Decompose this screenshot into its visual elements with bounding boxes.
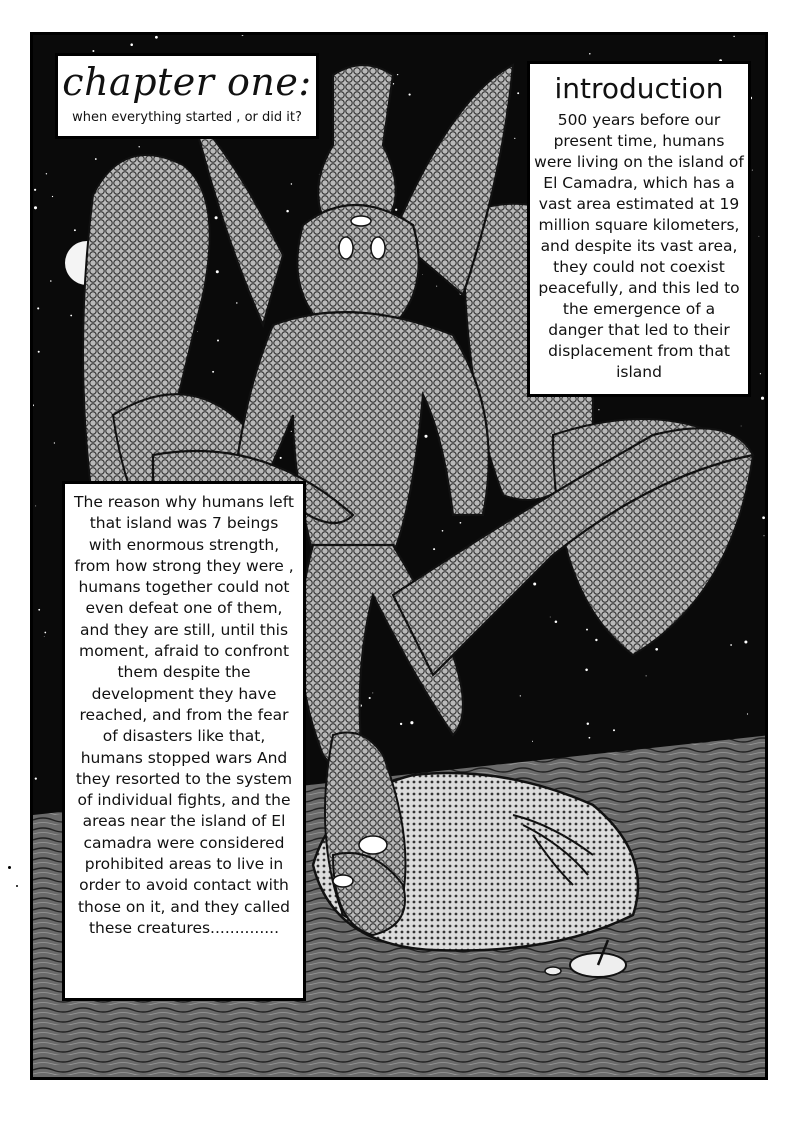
star xyxy=(217,340,219,342)
star xyxy=(92,50,94,52)
star xyxy=(760,373,761,374)
star xyxy=(747,713,748,714)
star xyxy=(533,583,536,586)
star xyxy=(655,648,658,651)
star xyxy=(741,426,742,427)
star xyxy=(34,206,37,209)
star xyxy=(585,669,588,672)
star xyxy=(35,505,36,506)
star xyxy=(646,675,647,676)
star xyxy=(460,522,462,524)
reason-text: The reason why humans left that island was 7 beings with enormous strength, from how strong they were , humans together could not even defeat one of them, and they are still, until this moment, afraid to confront them despite the development they have reached, and from the fear of disasters like that, humans stopped wars And they resorted to the system of individual fights, and the areas near the island of El camadra were considered prohibited areas to live in order to avoid contact with those on it, and they called these creatures.............. xyxy=(74,493,294,937)
chapter-title: chapter one: xyxy=(62,60,312,104)
star xyxy=(44,632,46,634)
star xyxy=(236,302,237,303)
star xyxy=(44,636,45,637)
creature-eye xyxy=(339,237,353,259)
star xyxy=(50,280,52,282)
star xyxy=(215,216,218,219)
star xyxy=(291,431,292,432)
star xyxy=(38,609,40,611)
island-creature-eye xyxy=(359,836,387,854)
star xyxy=(34,189,36,191)
introduction-caption xyxy=(527,61,751,397)
star xyxy=(589,53,591,55)
star xyxy=(38,351,40,353)
star xyxy=(155,36,158,39)
star xyxy=(555,620,558,623)
star xyxy=(517,92,519,94)
star xyxy=(550,617,551,618)
star xyxy=(532,741,533,742)
star xyxy=(759,236,760,237)
star xyxy=(400,723,402,725)
star xyxy=(587,723,589,725)
star xyxy=(54,442,55,443)
star xyxy=(35,777,37,779)
star xyxy=(761,397,764,400)
star xyxy=(46,173,47,174)
star xyxy=(397,74,398,75)
star xyxy=(409,94,411,96)
star xyxy=(395,209,397,211)
star xyxy=(433,548,435,550)
star xyxy=(74,229,76,231)
star xyxy=(369,697,371,699)
star xyxy=(424,435,427,438)
star xyxy=(730,644,732,646)
star xyxy=(613,729,615,731)
star xyxy=(744,640,747,643)
star xyxy=(286,210,289,213)
star xyxy=(595,639,597,641)
star xyxy=(766,678,768,681)
star xyxy=(52,196,53,197)
star xyxy=(422,274,423,275)
creature-eye xyxy=(371,237,385,259)
star xyxy=(130,43,133,46)
star xyxy=(95,158,97,160)
comic-panel xyxy=(30,32,768,1080)
star xyxy=(280,457,282,459)
reason-caption xyxy=(62,481,306,1001)
star xyxy=(514,138,515,139)
star xyxy=(589,737,591,739)
star xyxy=(212,371,214,373)
star xyxy=(291,183,292,184)
star xyxy=(764,535,765,536)
star xyxy=(197,331,198,332)
star xyxy=(733,36,734,37)
star xyxy=(586,629,588,631)
star xyxy=(372,692,373,693)
star xyxy=(70,315,72,317)
print-mark xyxy=(16,885,18,887)
island-creature-eye xyxy=(333,875,353,887)
star xyxy=(216,270,219,273)
star xyxy=(436,286,437,287)
print-mark xyxy=(8,866,11,869)
star xyxy=(138,146,139,147)
star xyxy=(762,516,765,519)
star xyxy=(442,530,444,532)
chapter-subtitle: when everything started , or did it? xyxy=(72,110,302,125)
star xyxy=(37,307,39,309)
star xyxy=(752,170,753,171)
star xyxy=(410,721,413,724)
chapter-caption xyxy=(55,53,319,139)
creature-third-eye xyxy=(351,216,371,226)
introduction-heading: introduction xyxy=(554,72,724,105)
star xyxy=(520,695,521,696)
introduction-text: 500 years before our present time, humans were living on the island of El Camadra, which has a vast area estimated at 19 million square kilometers, and despite its vast area, they could not coexist peacefully, and this led to the emergence of a danger that led to their displacement from that island xyxy=(534,111,744,381)
star xyxy=(598,409,599,410)
